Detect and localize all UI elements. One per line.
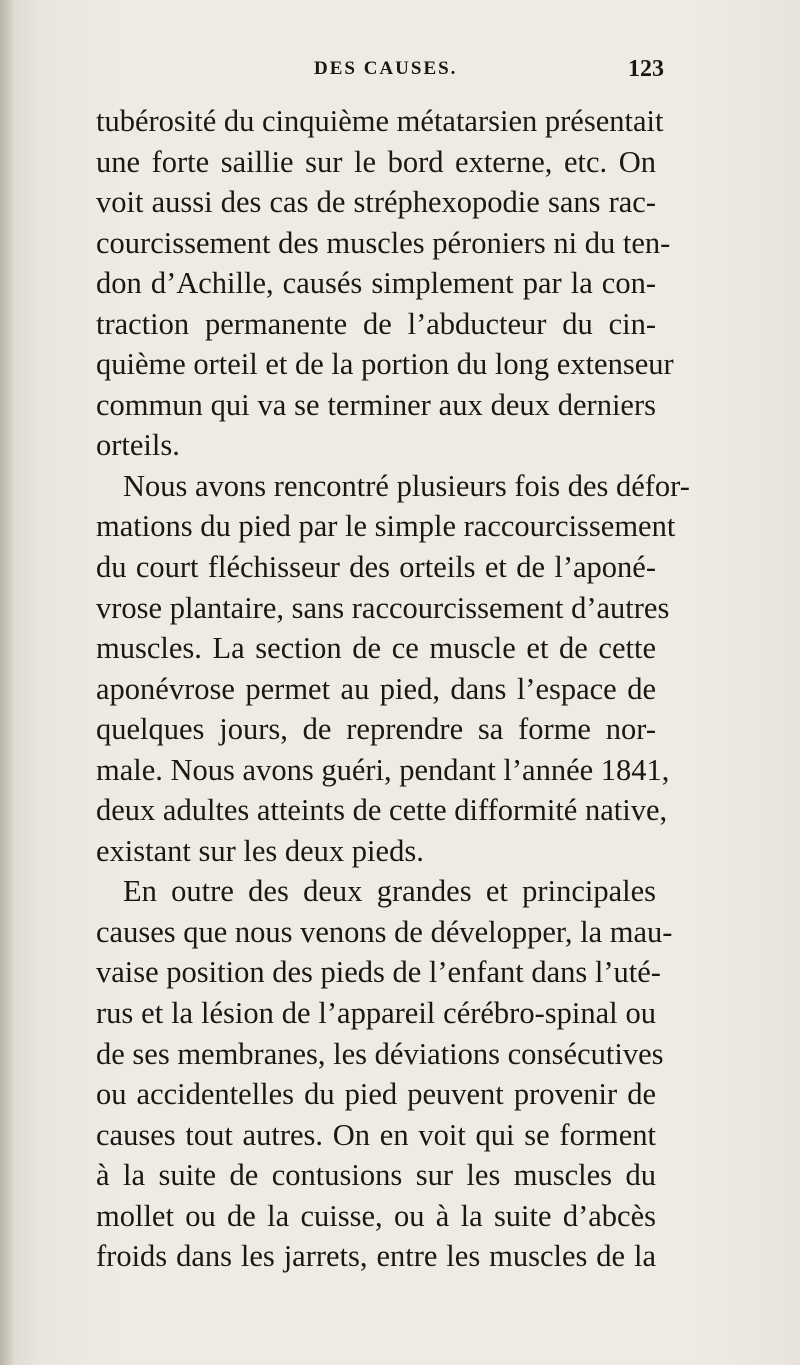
text-line: causes que nous venons de développer, la mau- (96, 914, 673, 949)
text-line: commun qui va se terminer aux deux derniers (96, 387, 656, 422)
text-line: traction permanente de l’abducteur du cin- (96, 306, 656, 341)
text-line: causes tout autres. On en voit qui se forment (96, 1117, 656, 1152)
text-line: rus et la lésion de l’appareil cérébro-spinal ou (96, 996, 656, 1031)
body-text (96, 101, 690, 1277)
text-line: de ses membranes, les déviations consécutives (96, 1036, 664, 1071)
text-line: don d’Achille, causés simplement par la con- (96, 266, 656, 301)
text-line: tubérosité du cinquième métatarsien présentait (96, 104, 664, 138)
text-line: une forte saillie sur le bord externe, etc. On (96, 144, 656, 179)
text-line: quième orteil et de la portion du long extenseur (96, 347, 674, 382)
spine-shadow (0, 0, 14, 1365)
text-line: mations du pied par le simple raccourcissement (96, 509, 676, 544)
text-line: courcissement des muscles péroniers ni du ten- (96, 225, 671, 260)
running-title: DES CAUSES. (314, 58, 458, 79)
paragraph-start-line: Nous avons rencontré plusieurs fois des défor- (123, 468, 690, 503)
text-line: male. Nous avons guéri, pendant l’année 1841, (96, 752, 670, 787)
text-line: mollet ou de la cuisse, ou à la suite d’abcès (96, 1198, 656, 1233)
text-line: orteils. (96, 428, 180, 463)
paragraph-start-line: En outre des deux grandes et principales (123, 874, 656, 909)
text-line: ou accidentelles du pied peuvent provenir de (96, 1077, 656, 1112)
text-line: vaise position des pieds de l’enfant dans l’uté- (96, 955, 661, 990)
text-line: aponévrose permet au pied, dans l’espace de (96, 671, 656, 706)
text-line: à la suite de contusions sur les muscles du (96, 1158, 656, 1193)
text-line: existant sur les deux pieds. (96, 833, 424, 868)
text-line: du court fléchisseur des orteils et de l’aponé- (96, 550, 656, 585)
running-head (96, 56, 664, 88)
text-line: vrose plantaire, sans raccourcissement d’autres (96, 590, 670, 625)
text-line: deux adultes atteints de cette difformité native, (96, 793, 668, 828)
text-line: muscles. La section de ce muscle et de cette (96, 631, 656, 666)
text-line: voit aussi des cas de stréphexopodie sans rac- (96, 185, 656, 220)
page-number: 123 (628, 56, 664, 82)
text-line: quelques jours, de reprendre sa forme nor- (96, 712, 656, 747)
text-line: froids dans les jarrets, entre les muscles de la (96, 1239, 656, 1274)
